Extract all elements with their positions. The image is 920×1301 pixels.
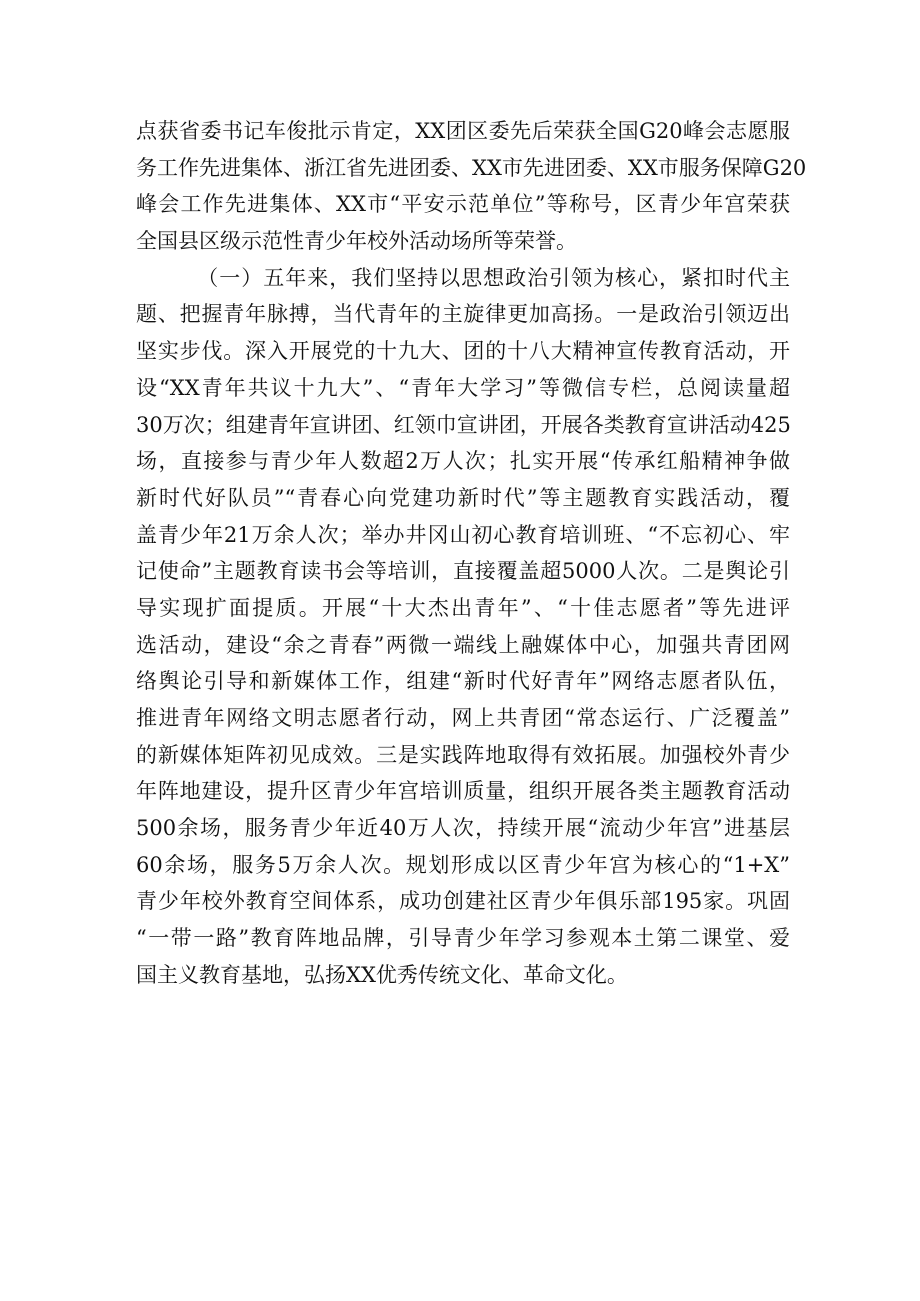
text-line: 络舆论引导和新媒体工作，组建“新时代好青年”网络志愿者队伍， bbox=[136, 669, 790, 694]
text-line: 坚实步伐。深入开展党的十九大、团的十八大精神宣传教育活动，开 bbox=[136, 339, 790, 364]
text-line: 选活动，建设“余之青春”两微一端线上融媒体中心，加强共青团网 bbox=[136, 632, 790, 657]
text-line: 年阵地建设，提升区青少年宫培训质量，组织开展各类主题教育活动 bbox=[136, 779, 790, 804]
text-line: 题、把握青年脉搏，当代青年的主旋律更加高扬。一是政治引领迈出 bbox=[136, 302, 790, 327]
document-page bbox=[136, 113, 807, 994]
text-line: 500余场，服务青少年近40万人次，持续开展“流动少年宫”进基层 bbox=[136, 816, 790, 841]
text-line: 60余场，服务5万余人次。规划形成以区青少年宫为核心的“1+X” bbox=[136, 852, 790, 877]
text-line: 的新媒体矩阵初见成效。三是实践阵地取得有效拓展。加强校外青少 bbox=[136, 742, 790, 767]
text-line: 峰会工作先进集体、XX市“平安示范单位”等称号，区青少年宫荣获 bbox=[136, 192, 790, 217]
paragraph-intro bbox=[136, 113, 807, 260]
text-line: 全国县区级示范性青少年校外活动场所等荣誉。 bbox=[136, 229, 577, 254]
text-line: 导实现扩面提质。开展“十大杰出青年”、“十佳志愿者”等先进评 bbox=[136, 595, 790, 620]
text-line: 记使命”主题教育读书会等培训，直接覆盖超5000人次。二是舆论引 bbox=[136, 559, 790, 584]
text-line: 推进青年网络文明志愿者行动，网上共青团“常态运行、广泛覆盖” bbox=[136, 706, 790, 730]
text-line: 新时代好队员”“青春心向党建功新时代”等主题教育实践活动，覆 bbox=[136, 485, 790, 510]
text-line: 务工作先进集体、浙江省先进团委、XX市先进团委、XX市服务保障G20 bbox=[136, 155, 807, 180]
text-line: 盖青少年21万余人次；举办井冈山初心教育培训班、“不忘初心、牢 bbox=[136, 522, 790, 547]
text-line: 点获省委书记车俊批示肯定，XX团区委先后荣获全国G20峰会志愿服 bbox=[136, 119, 790, 143]
text-line: “一带一路”教育阵地品牌，引导青少年学习参观本土第二课堂、爱 bbox=[136, 926, 790, 951]
text-line: （一）五年来，我们坚持以思想政治引领为核心，紧扣时代主 bbox=[136, 265, 790, 290]
text-line: 设“XX青年共议十九大”、“青年大学习”等微信专栏，总阅读量超 bbox=[136, 375, 790, 400]
text-line: 30万次；组建青年宣讲团、红领巾宣讲团，开展各类教育宣讲活动425 bbox=[136, 412, 791, 437]
text-line: 国主义教育基地，弘扬XX优秀传统文化、革命文化。 bbox=[136, 962, 628, 987]
paragraph-section-one bbox=[136, 260, 790, 994]
text-line: 场，直接参与青少年人数超2万人次；扎实开展“传承红船精神争做 bbox=[136, 449, 790, 474]
text-line: 青少年校外教育空间体系，成功创建社区青少年俱乐部195家。巩固 bbox=[136, 889, 790, 914]
